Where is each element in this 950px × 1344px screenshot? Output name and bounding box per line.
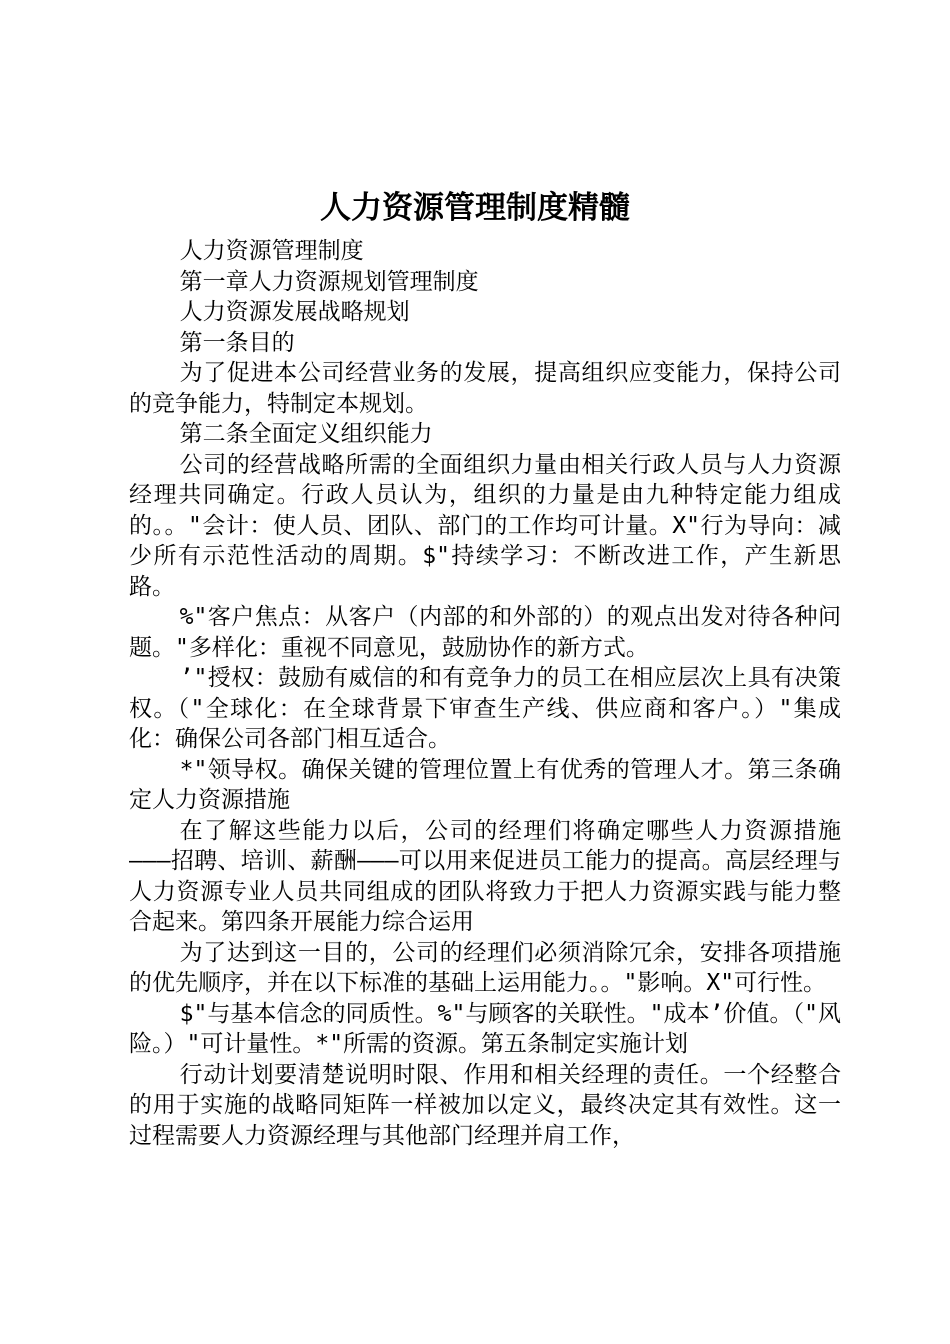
document-title: 人力资源管理制度精髓 <box>320 190 630 226</box>
paragraph: 为了促进本公司经营业务的发展，提高组织应变能力，保持公司的竞争能力，特制定本规划。 <box>129 360 841 417</box>
paragraph: %"客户焦点：从客户（内部的和外部的）的观点出发对待各种问题。"多样化：重视不同意见，鼓励协作的新方式。 <box>129 604 841 661</box>
paragraph: $"与基本信念的同质性。%"与顾客的关联性。"成本’价值。（"风险。）"可计量性。*"所需的资源。第五条制定实施计划 <box>129 1000 841 1057</box>
paragraph: 第二条全面定义组织能力 <box>179 421 433 447</box>
paragraph: 在了解这些能力以后，公司的经理们将确定哪些人力资源措施———招聘、培训、薪酬———可以用来促进员工能力的提高。高层经理与人力资源专业人员共同组成的团队将致力于把人力资源实践与能力整合起来。第四条开展能力综合运用 <box>129 817 841 935</box>
paragraph: 人力资源发展战略规划 <box>179 299 410 325</box>
paragraph: 第一条目的 <box>179 329 295 356</box>
paragraph: 为了达到这一目的，公司的经理们必须消除冗余，安排各项措施的优先顺序，并在以下标准的基础上运用能力。。"影响。X"可行性。 <box>129 939 841 996</box>
paragraph: 行动计划要清楚说明时限、作用和相关经理的责任。一个经整合的用于实施的战略同矩阵一样被加以定义，最终决定其有效性。这一过程需要人力资源经理与其他部门经理并肩工作， <box>129 1061 841 1149</box>
paragraph: 公司的经营战略所需的全面组织力量由相关行政人员与人力资源经理共同确定。行政人员认为，组织的力量是由九种特定能力组成的。。"会计：使人员、团队、部门的工作均可计量。X"行为导向：减少所有示范性活动的周期。$"持续学习：不断改进工作，产生新思路。 <box>129 451 841 600</box>
paragraph: *"领导权。确保关键的管理位置上有优秀的管理人才。第三条确定人力资源措施 <box>129 756 841 813</box>
paragraph: 第一章人力资源规划管理制度 <box>179 268 479 295</box>
paragraph: ’"授权：鼓励有威信的和有竞争力的员工在相应层次上具有决策权。（"全球化：在全球背景下审查生产线、供应商和客户。）"集成化：确保公司各部门相互适合。 <box>129 665 841 752</box>
document-body <box>129 236 841 1151</box>
paragraph: 人力资源管理制度 <box>179 238 364 264</box>
